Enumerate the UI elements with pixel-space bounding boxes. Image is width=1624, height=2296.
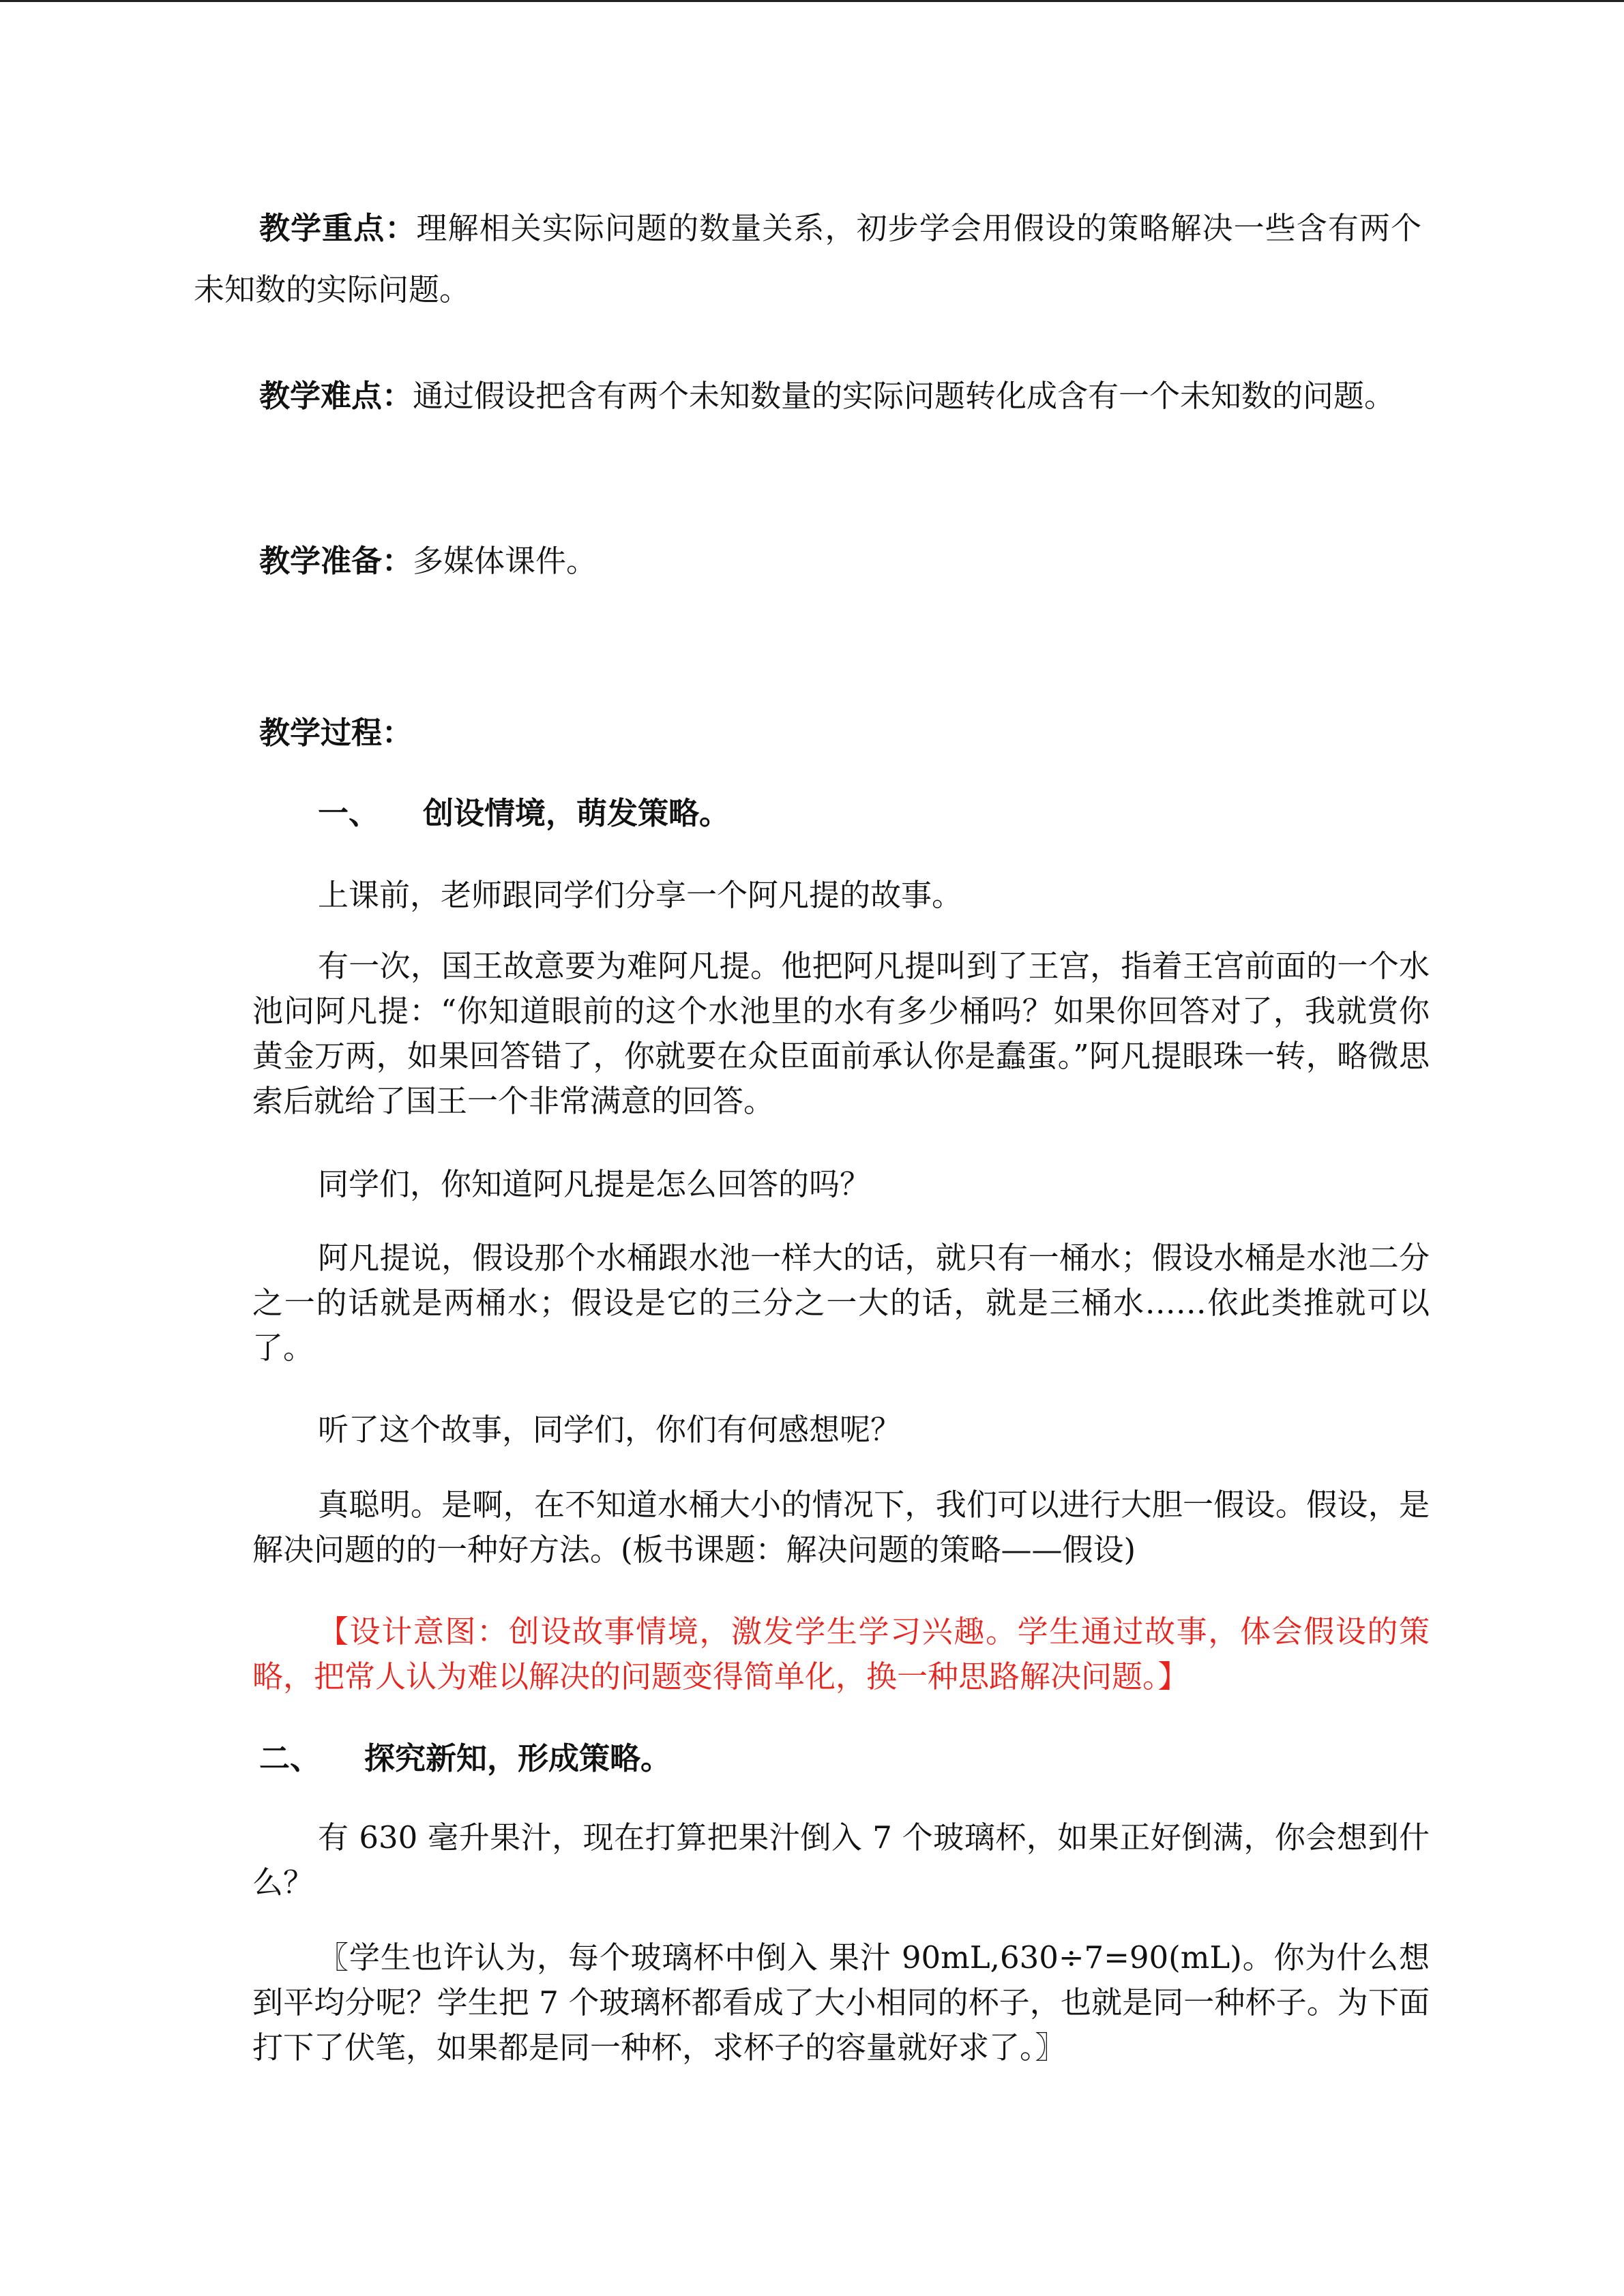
student-thinking-note: 〖学生也许认为，每个玻璃杯中倒入 果汁 90mL,630÷7=90(mL)。你为什么想到平均分呢？学生把 7 个玻璃杯都看成了大小相同的杯子，也就是同一种杯子。为下面打下了伏笔，如果都是同一种杯，求杯子的容量就好求了。〗 xyxy=(252,1939,1430,2066)
teaching-focus-label: 教学重点： xyxy=(259,210,417,246)
teaching-prep-text: 多媒体课件。 xyxy=(413,543,597,579)
teaching-focus-text: 理解相关实际问题的数量关系，初步学会用假设的策略解决一些含有两个未知数的实际问题。 xyxy=(194,210,1421,308)
teaching-process-label: 教学过程： xyxy=(259,715,413,751)
teaching-difficulty xyxy=(194,366,1421,427)
teaching-process-heading xyxy=(259,702,413,764)
section1-number: 一、 xyxy=(318,795,380,831)
teaching-difficulty-text: 通过假设把含有两个未知数量的实际问题转化成含有一个未知数的问题。 xyxy=(413,378,1396,414)
section2-title: 探究新知，形成策略。 xyxy=(364,1740,672,1776)
section1-heading xyxy=(318,783,730,844)
section1-intro: 上课前，老师跟同学们分享一个阿凡提的故事。 xyxy=(318,877,963,913)
reflection-question: 听了这个故事，同学们，你们有何感想呢？ xyxy=(318,1412,902,1448)
page-top-border xyxy=(0,0,1624,2)
question-paragraph: 同学们，你知道阿凡提是怎么回答的吗？ xyxy=(318,1166,871,1202)
teaching-difficulty-label: 教学难点： xyxy=(259,378,413,414)
story-paragraph: 有一次，国王故意要为难阿凡提。他把阿凡提叫到了王宫，指着王宫前面的一个水池问阿凡提：“你知道眼前的这个水池里的水有多少桶吗？如果你回答对了，我就赏你黄金万两，如果回答错了，你就要在众臣面前承认你是蠢蛋。”阿凡提眼珠一转，略微思索后就给了国王一个非常满意的回答。 xyxy=(252,948,1430,1119)
teaching-prep-label: 教学准备： xyxy=(259,543,413,579)
teaching-prep xyxy=(194,531,1421,592)
design-intent: 【设计意图：创设故事情境，激发学生学习兴趣。学生通过故事，体会假设的策略，把常人认为难以解决的问题变得简单化，换一种思路解决问题。】 xyxy=(252,1613,1430,1695)
section2-number: 二、 xyxy=(259,1740,321,1776)
section2-heading xyxy=(259,1728,671,1789)
juice-problem: 有 630 毫升果汁，现在打算把果汁倒入 7 个玻璃杯，如果正好倒满，你会想到什么？ xyxy=(252,1819,1430,1900)
teaching-focus xyxy=(194,198,1421,320)
afanti-answer-paragraph: 阿凡提说，假设那个水桶跟水池一样大的话，就只有一桶水；假设水桶是水池二分之一的话就是两桶水；假设是它的三分之一大的话，就是三桶水……依此类推就可以了。 xyxy=(252,1240,1430,1366)
summary-paragraph: 真聪明。是啊，在不知道水桶大小的情况下，我们可以进行大胆一假设。假设，是解决问题的的一种好方法。(板书课题：解决问题的策略——假设) xyxy=(252,1487,1430,1568)
section1-title: 创设情境，萌发策略。 xyxy=(423,795,730,831)
